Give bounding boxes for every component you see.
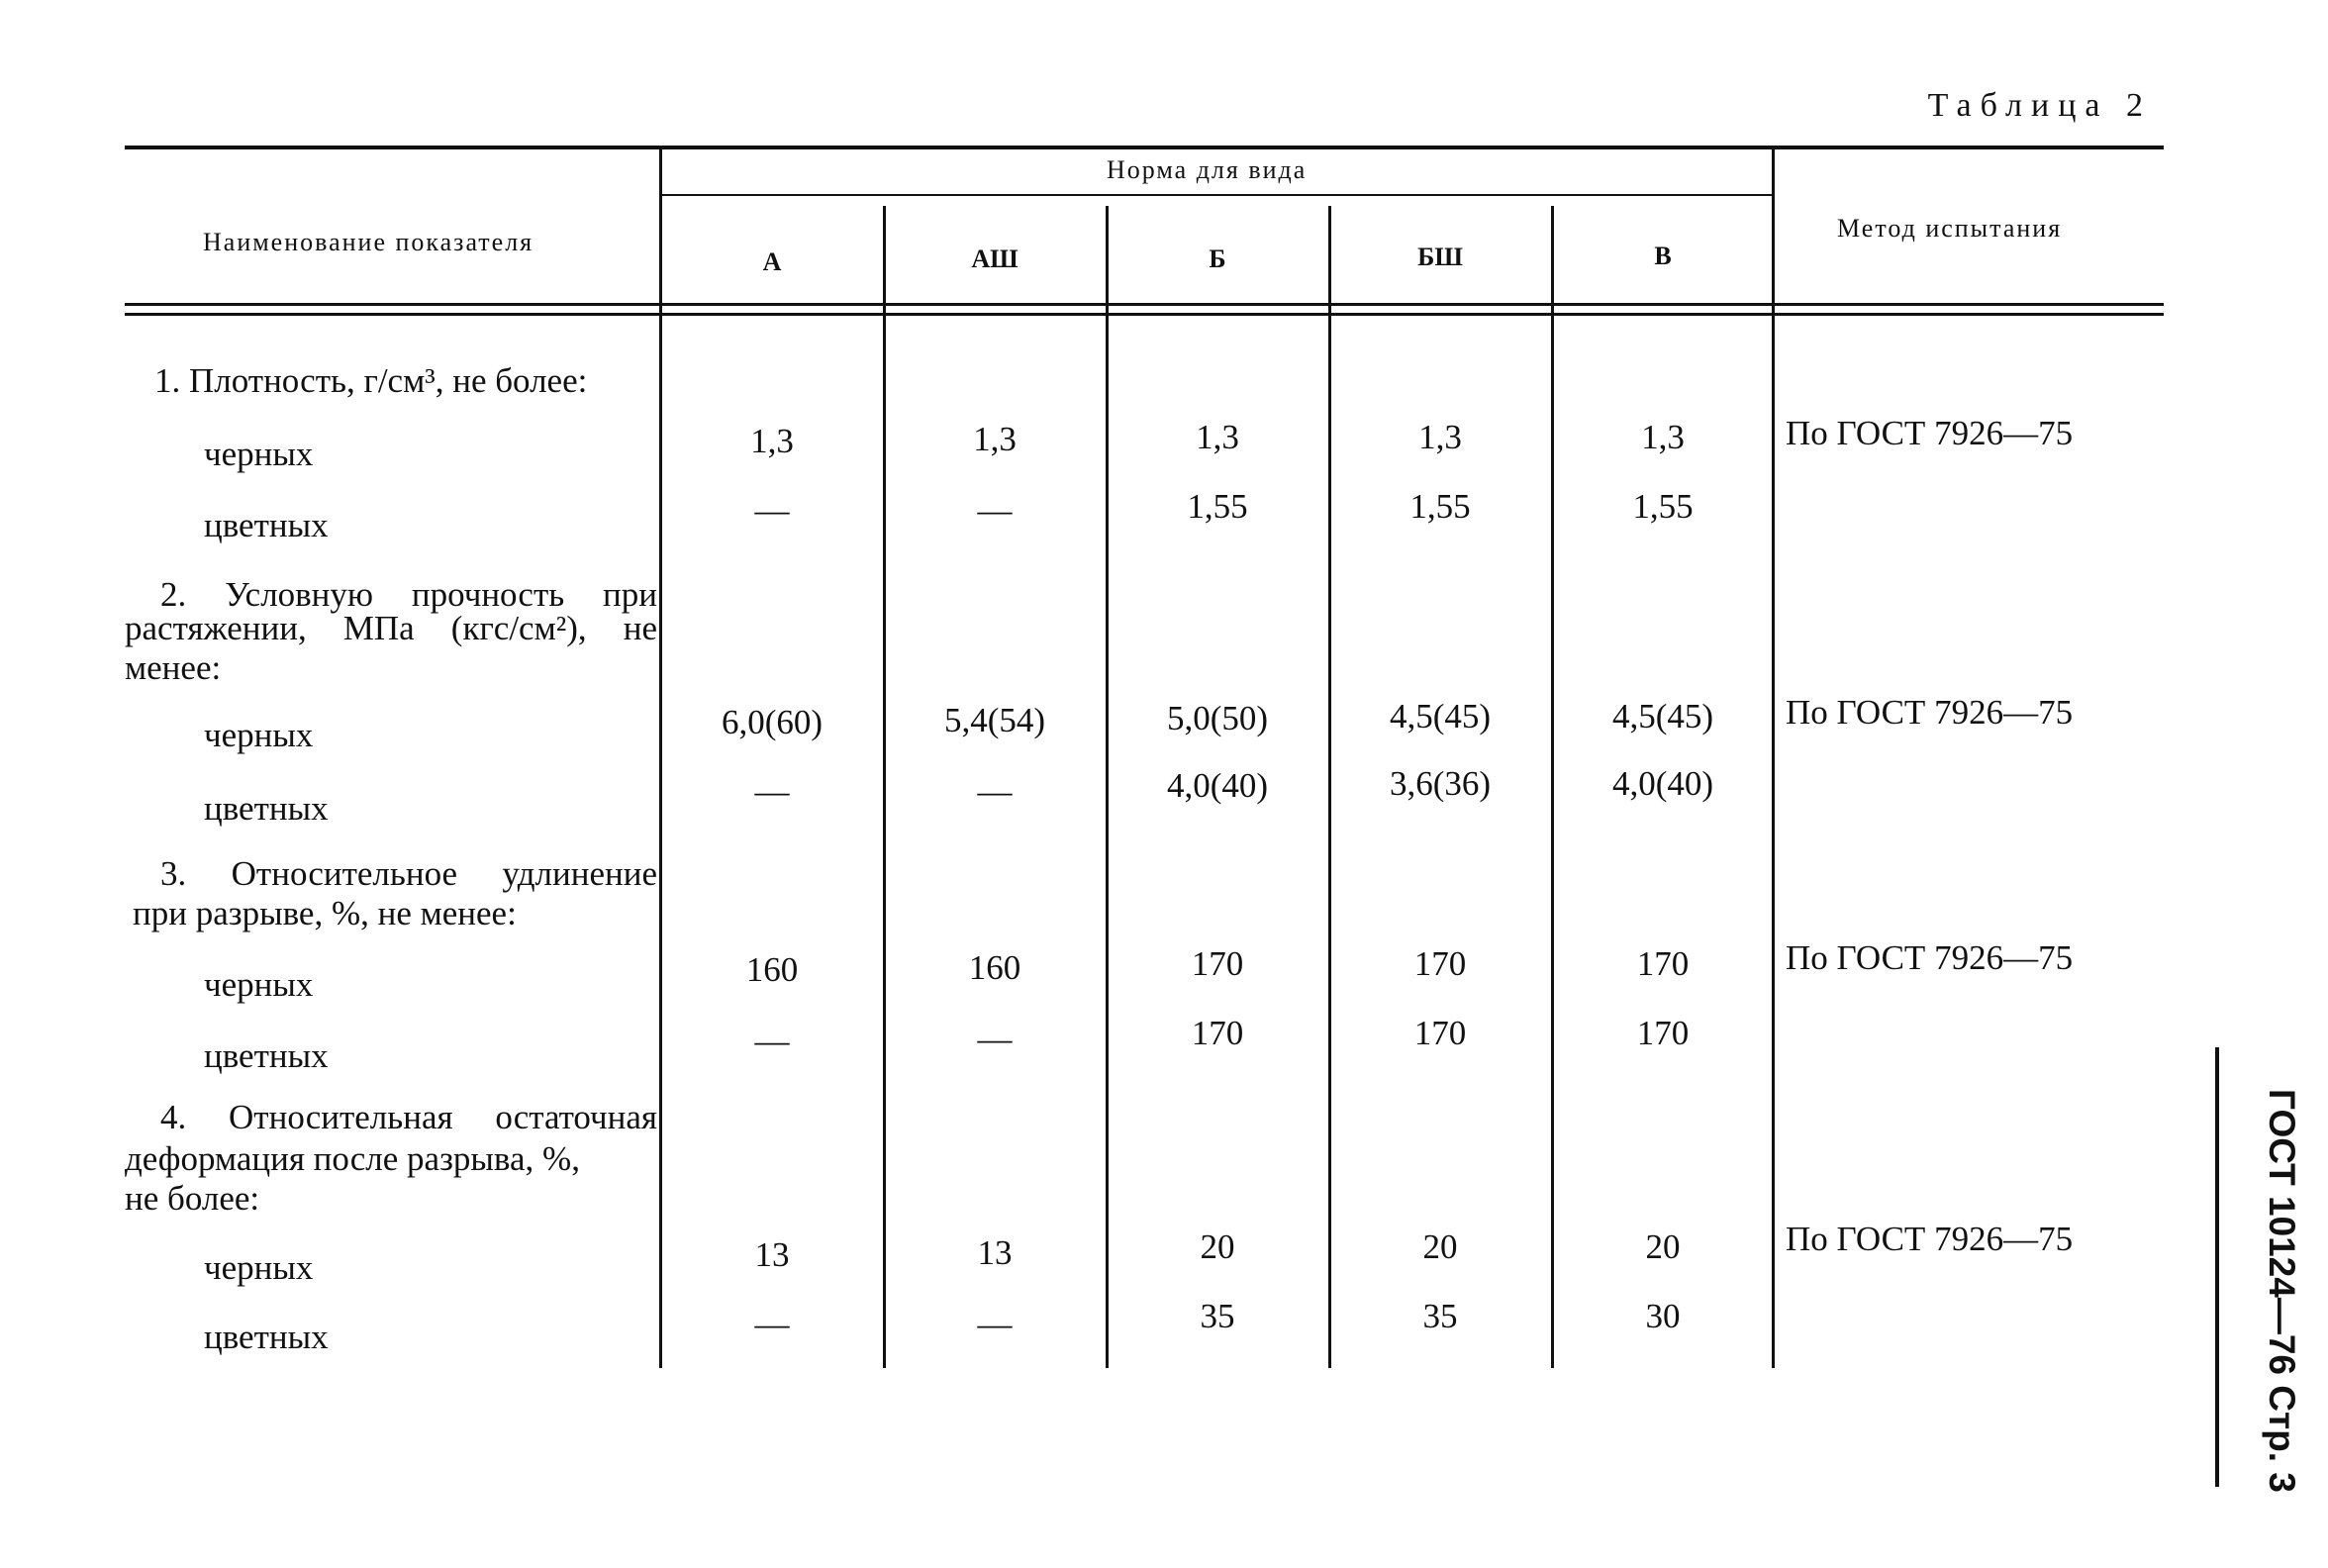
row-3-color-bsh: 170 bbox=[1413, 1014, 1467, 1052]
row-4-black-bsh: 20 bbox=[1422, 1227, 1458, 1266]
row-2-sub-color-label: цветных bbox=[204, 789, 329, 828]
row-2-color-v: 4,0(40) bbox=[1611, 764, 1714, 803]
row-4-color-v: 30 bbox=[1645, 1297, 1681, 1335]
row-3-black-ash: 160 bbox=[968, 948, 1021, 987]
row-4-color-bsh: 35 bbox=[1422, 1297, 1458, 1335]
row-2-color-bsh: 3,6(36) bbox=[1389, 764, 1492, 803]
row-1-method: По ГОСТ 7926—75 bbox=[1786, 414, 2074, 452]
row-1-black-v: 1,3 bbox=[1641, 418, 1685, 456]
header-indicator: Наименование показателя bbox=[203, 228, 534, 256]
row-3-color-ash: — bbox=[977, 1020, 1013, 1058]
col-divider-method bbox=[1772, 148, 1775, 1368]
row-2-black-b: 5,0(50) bbox=[1166, 699, 1269, 737]
row-4-black-a: 13 bbox=[754, 1235, 790, 1274]
header-norm-group: Норма для вида bbox=[1107, 155, 1308, 184]
row-1-title: 1. Плотность, г/см³, не более: bbox=[154, 361, 588, 400]
row-1-sub-black-label: черных bbox=[204, 435, 314, 473]
row-2-black-bsh: 4,5(45) bbox=[1389, 697, 1492, 735]
header-bottom-rule-2 bbox=[125, 313, 2164, 316]
row-1-color-bsh: 1,55 bbox=[1409, 487, 1471, 526]
header-method: Метод испытания bbox=[1837, 214, 2063, 243]
row-4-color-a: — bbox=[754, 1305, 790, 1343]
row-3-sub-color-label: цветных bbox=[204, 1036, 329, 1075]
header-bottom-rule-1 bbox=[125, 303, 2164, 306]
row-3-color-v: 170 bbox=[1636, 1014, 1690, 1052]
row-3-sub-black-label: черных bbox=[204, 965, 314, 1004]
row-2-black-ash: 5,4(54) bbox=[943, 701, 1046, 739]
row-2-sub-black-label: черных bbox=[204, 716, 314, 754]
row-4-color-b: 35 bbox=[1200, 1297, 1235, 1335]
row-3-black-a: 160 bbox=[745, 950, 799, 989]
col-divider-indicator bbox=[659, 148, 662, 1368]
row-1-sub-color-label: цветных bbox=[204, 506, 329, 544]
row-4-title-line-2: деформация после разрыва, %, bbox=[125, 1139, 580, 1178]
row-1-black-bsh: 1,3 bbox=[1418, 418, 1462, 456]
row-3-color-a: — bbox=[754, 1022, 790, 1060]
row-2-title-line-2: растяжении, МПа (кгс/см²), не bbox=[125, 609, 657, 647]
row-4-black-b: 20 bbox=[1200, 1227, 1235, 1266]
row-1-black-ash: 1,3 bbox=[973, 420, 1017, 458]
row-1-color-b: 1,55 bbox=[1187, 487, 1248, 526]
header-col-v: В bbox=[1654, 242, 1672, 270]
row-1-black-b: 1,3 bbox=[1196, 418, 1239, 456]
row-4-color-ash: — bbox=[977, 1305, 1013, 1343]
row-4-method: По ГОСТ 7926—75 bbox=[1786, 1220, 2074, 1258]
row-1-color-a: — bbox=[754, 491, 790, 530]
row-4-title-line-1: 4. Относительная остаточная bbox=[160, 1098, 657, 1136]
row-1-color-ash: — bbox=[977, 491, 1013, 530]
row-4-black-ash: 13 bbox=[977, 1233, 1013, 1272]
header-col-b: Б bbox=[1209, 245, 1226, 273]
header-col-ash: АШ bbox=[971, 245, 1018, 273]
row-2-method: По ГОСТ 7926—75 bbox=[1786, 693, 2074, 732]
row-2-black-v: 4,5(45) bbox=[1611, 697, 1714, 735]
side-page-label: ГОСТ 10124—76 Стр. 3 bbox=[2262, 1089, 2302, 1493]
row-2-title-line-3: менее: bbox=[125, 648, 222, 687]
row-4-sub-black-label: черных bbox=[204, 1248, 314, 1287]
header-col-a: А bbox=[762, 247, 782, 276]
table-top-rule bbox=[125, 146, 2164, 149]
row-3-title-line-2: при разрыве, %, не менее: bbox=[133, 894, 517, 932]
row-1-black-a: 1,3 bbox=[750, 422, 794, 460]
row-3-method: По ГОСТ 7926—75 bbox=[1786, 938, 2074, 977]
row-2-color-ash: — bbox=[977, 772, 1013, 811]
row-2-black-a: 6,0(60) bbox=[721, 703, 824, 741]
row-3-black-v: 170 bbox=[1636, 944, 1690, 983]
row-2-color-a: — bbox=[754, 772, 790, 811]
row-4-sub-color-label: цветных bbox=[204, 1318, 329, 1356]
row-2-title-line-1: 2. Условную прочность при bbox=[160, 575, 657, 614]
row-3-title-line-1: 3. Относительное удлинение bbox=[160, 854, 657, 893]
row-3-color-b: 170 bbox=[1191, 1014, 1244, 1052]
row-2-color-b: 4,0(40) bbox=[1166, 766, 1269, 805]
row-3-black-b: 170 bbox=[1191, 944, 1244, 983]
row-1-color-v: 1,55 bbox=[1632, 487, 1694, 526]
row-4-title-line-3: не более: bbox=[125, 1179, 260, 1218]
row-3-black-bsh: 170 bbox=[1413, 944, 1467, 983]
side-rule bbox=[2215, 1047, 2219, 1487]
row-4-black-v: 20 bbox=[1645, 1227, 1681, 1266]
norm-group-rule bbox=[661, 194, 1772, 196]
table-caption: Таблица 2 bbox=[1927, 87, 2152, 124]
header-col-bsh: БШ bbox=[1417, 243, 1463, 271]
side-label-wrap bbox=[2247, 1089, 2316, 1493]
